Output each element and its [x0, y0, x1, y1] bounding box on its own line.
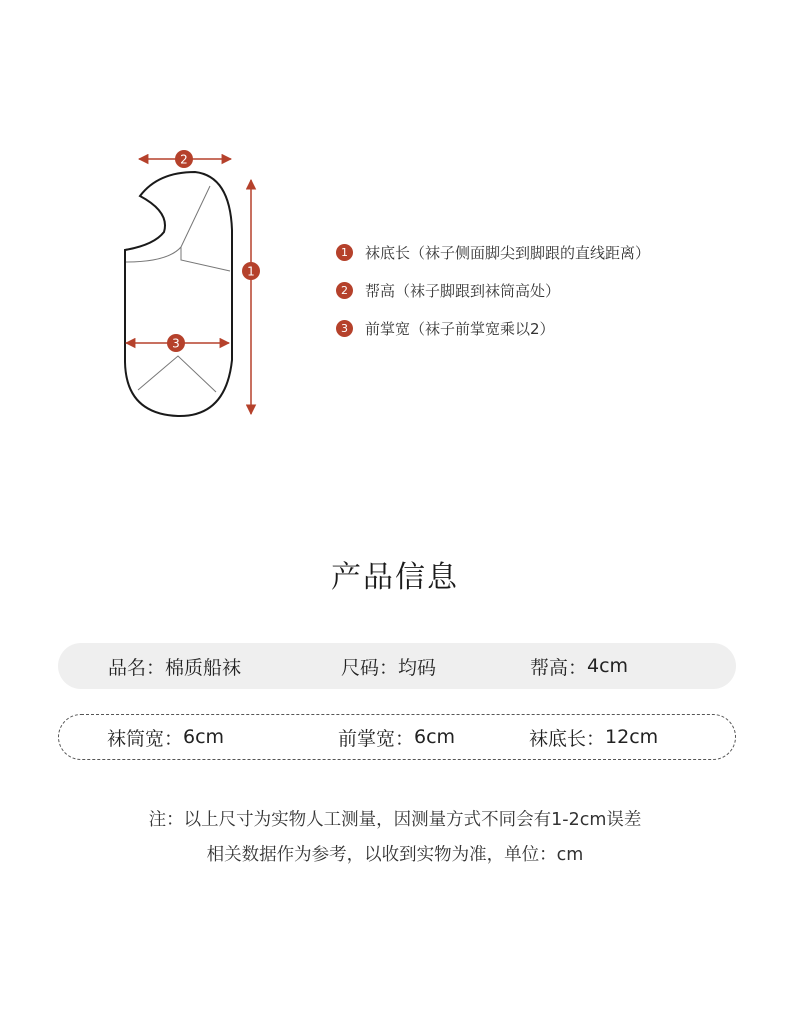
note-line-2: 相关数据作为参考，以收到实物为准，单位：cm: [206, 845, 584, 865]
info-value: 12cm: [605, 726, 659, 748]
info-value: 6cm: [183, 726, 225, 748]
info-value: 4cm: [587, 655, 629, 677]
info-leg-width: [107, 715, 224, 759]
marker-2-label: 2: [180, 152, 188, 167]
measurement-legend: [336, 240, 650, 354]
sock-opening-line: [126, 186, 230, 271]
info-row-1: [58, 643, 736, 689]
legend-badge-1: 1: [336, 244, 353, 261]
legend-text-1: 袜底长（袜子侧面脚尖到脚跟的直线距离）: [365, 243, 651, 262]
marker-3-label: 3: [172, 336, 180, 351]
legend-badge-2: 2: [336, 282, 353, 299]
note-line-1: 注：以上尺寸为实物人工测量，因测量方式不同会有1-2cm误差: [148, 810, 642, 830]
sock-outline: [125, 172, 232, 416]
legend-item-3: [336, 316, 650, 340]
info-label: 尺码：: [341, 656, 399, 679]
info-size: [341, 643, 436, 689]
info-value: 棉质船袜: [165, 656, 242, 679]
info-product-name: [108, 643, 241, 689]
legend-text-3: 前掌宽（袜子前掌宽乘以2）: [365, 319, 555, 338]
section-title: 产品信息: [331, 560, 459, 595]
info-label: 品名：: [108, 656, 166, 679]
info-cuff-height: [530, 643, 628, 689]
info-label: 前掌宽：: [338, 727, 415, 750]
info-label: 帮高：: [530, 656, 588, 679]
sock-toe-seam: [138, 356, 216, 392]
info-row-2: [58, 714, 736, 760]
info-label: 袜筒宽：: [107, 727, 184, 750]
legend-text-2: 帮高（袜子脚跟到袜筒高处）: [365, 281, 561, 300]
info-sole-length: [529, 715, 658, 759]
legend-badge-3: 3: [336, 320, 353, 337]
legend-item-1: [336, 240, 650, 264]
info-value: 均码: [398, 656, 437, 679]
info-forefoot-width: [338, 715, 455, 759]
legend-item-2: [336, 278, 650, 302]
info-value: 6cm: [414, 726, 456, 748]
info-label: 袜底长：: [529, 727, 606, 750]
marker-1-label: 1: [247, 264, 255, 279]
